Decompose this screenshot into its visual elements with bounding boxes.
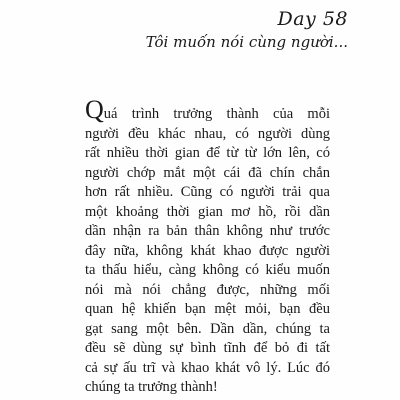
drop-cap: Q: [85, 100, 104, 124]
paragraph-line: đều sẽ dùng sự bình tĩnh để bỏ đi tất: [85, 340, 330, 356]
paragraph-line: nói mà nói chẳng được, những mối: [85, 281, 330, 298]
paragraph-line: hơn rất nhiều. Cũng có người trải qua: [85, 184, 330, 200]
paragraph-line: quan hệ khiến bạn mệt mỏi, bạn đều: [85, 301, 330, 317]
paragraph-line: dần nhận ra bản thân không như trước: [85, 223, 330, 239]
chapter-subtitle: Tôi muốn nói cùng người...: [145, 33, 348, 51]
paragraph-line: chúng ta trưởng thành!: [85, 379, 218, 395]
paragraph-line: [85, 100, 330, 125]
paragraph-line: rất nhiều thời gian để từ từ lớn lên, có: [85, 145, 330, 161]
body-paragraph: [85, 100, 330, 398]
paragraph-line: ta thấu hiểu, càng không có kiểu muốn: [85, 262, 330, 278]
paragraph-line: một khoảng thời gian mơ hồ, rồi dần: [85, 203, 330, 220]
paragraph-line: người chớp mắt một cái đã chín chắn: [85, 164, 330, 181]
line-text: uá trình trưởng thành của mỗi: [103, 106, 330, 122]
paragraph-line: đây nữa, không khát khao được người: [85, 242, 330, 259]
paragraph-line: người đều khác nhau, có người dùng: [85, 125, 330, 142]
paragraph-line: cả sự ấu trĩ và khao khát vô lý. Lúc đó: [85, 359, 330, 376]
paragraph-line: gạt sang một bên. Dần dần, chúng ta: [85, 320, 330, 337]
day-heading: Day 58: [277, 8, 348, 30]
